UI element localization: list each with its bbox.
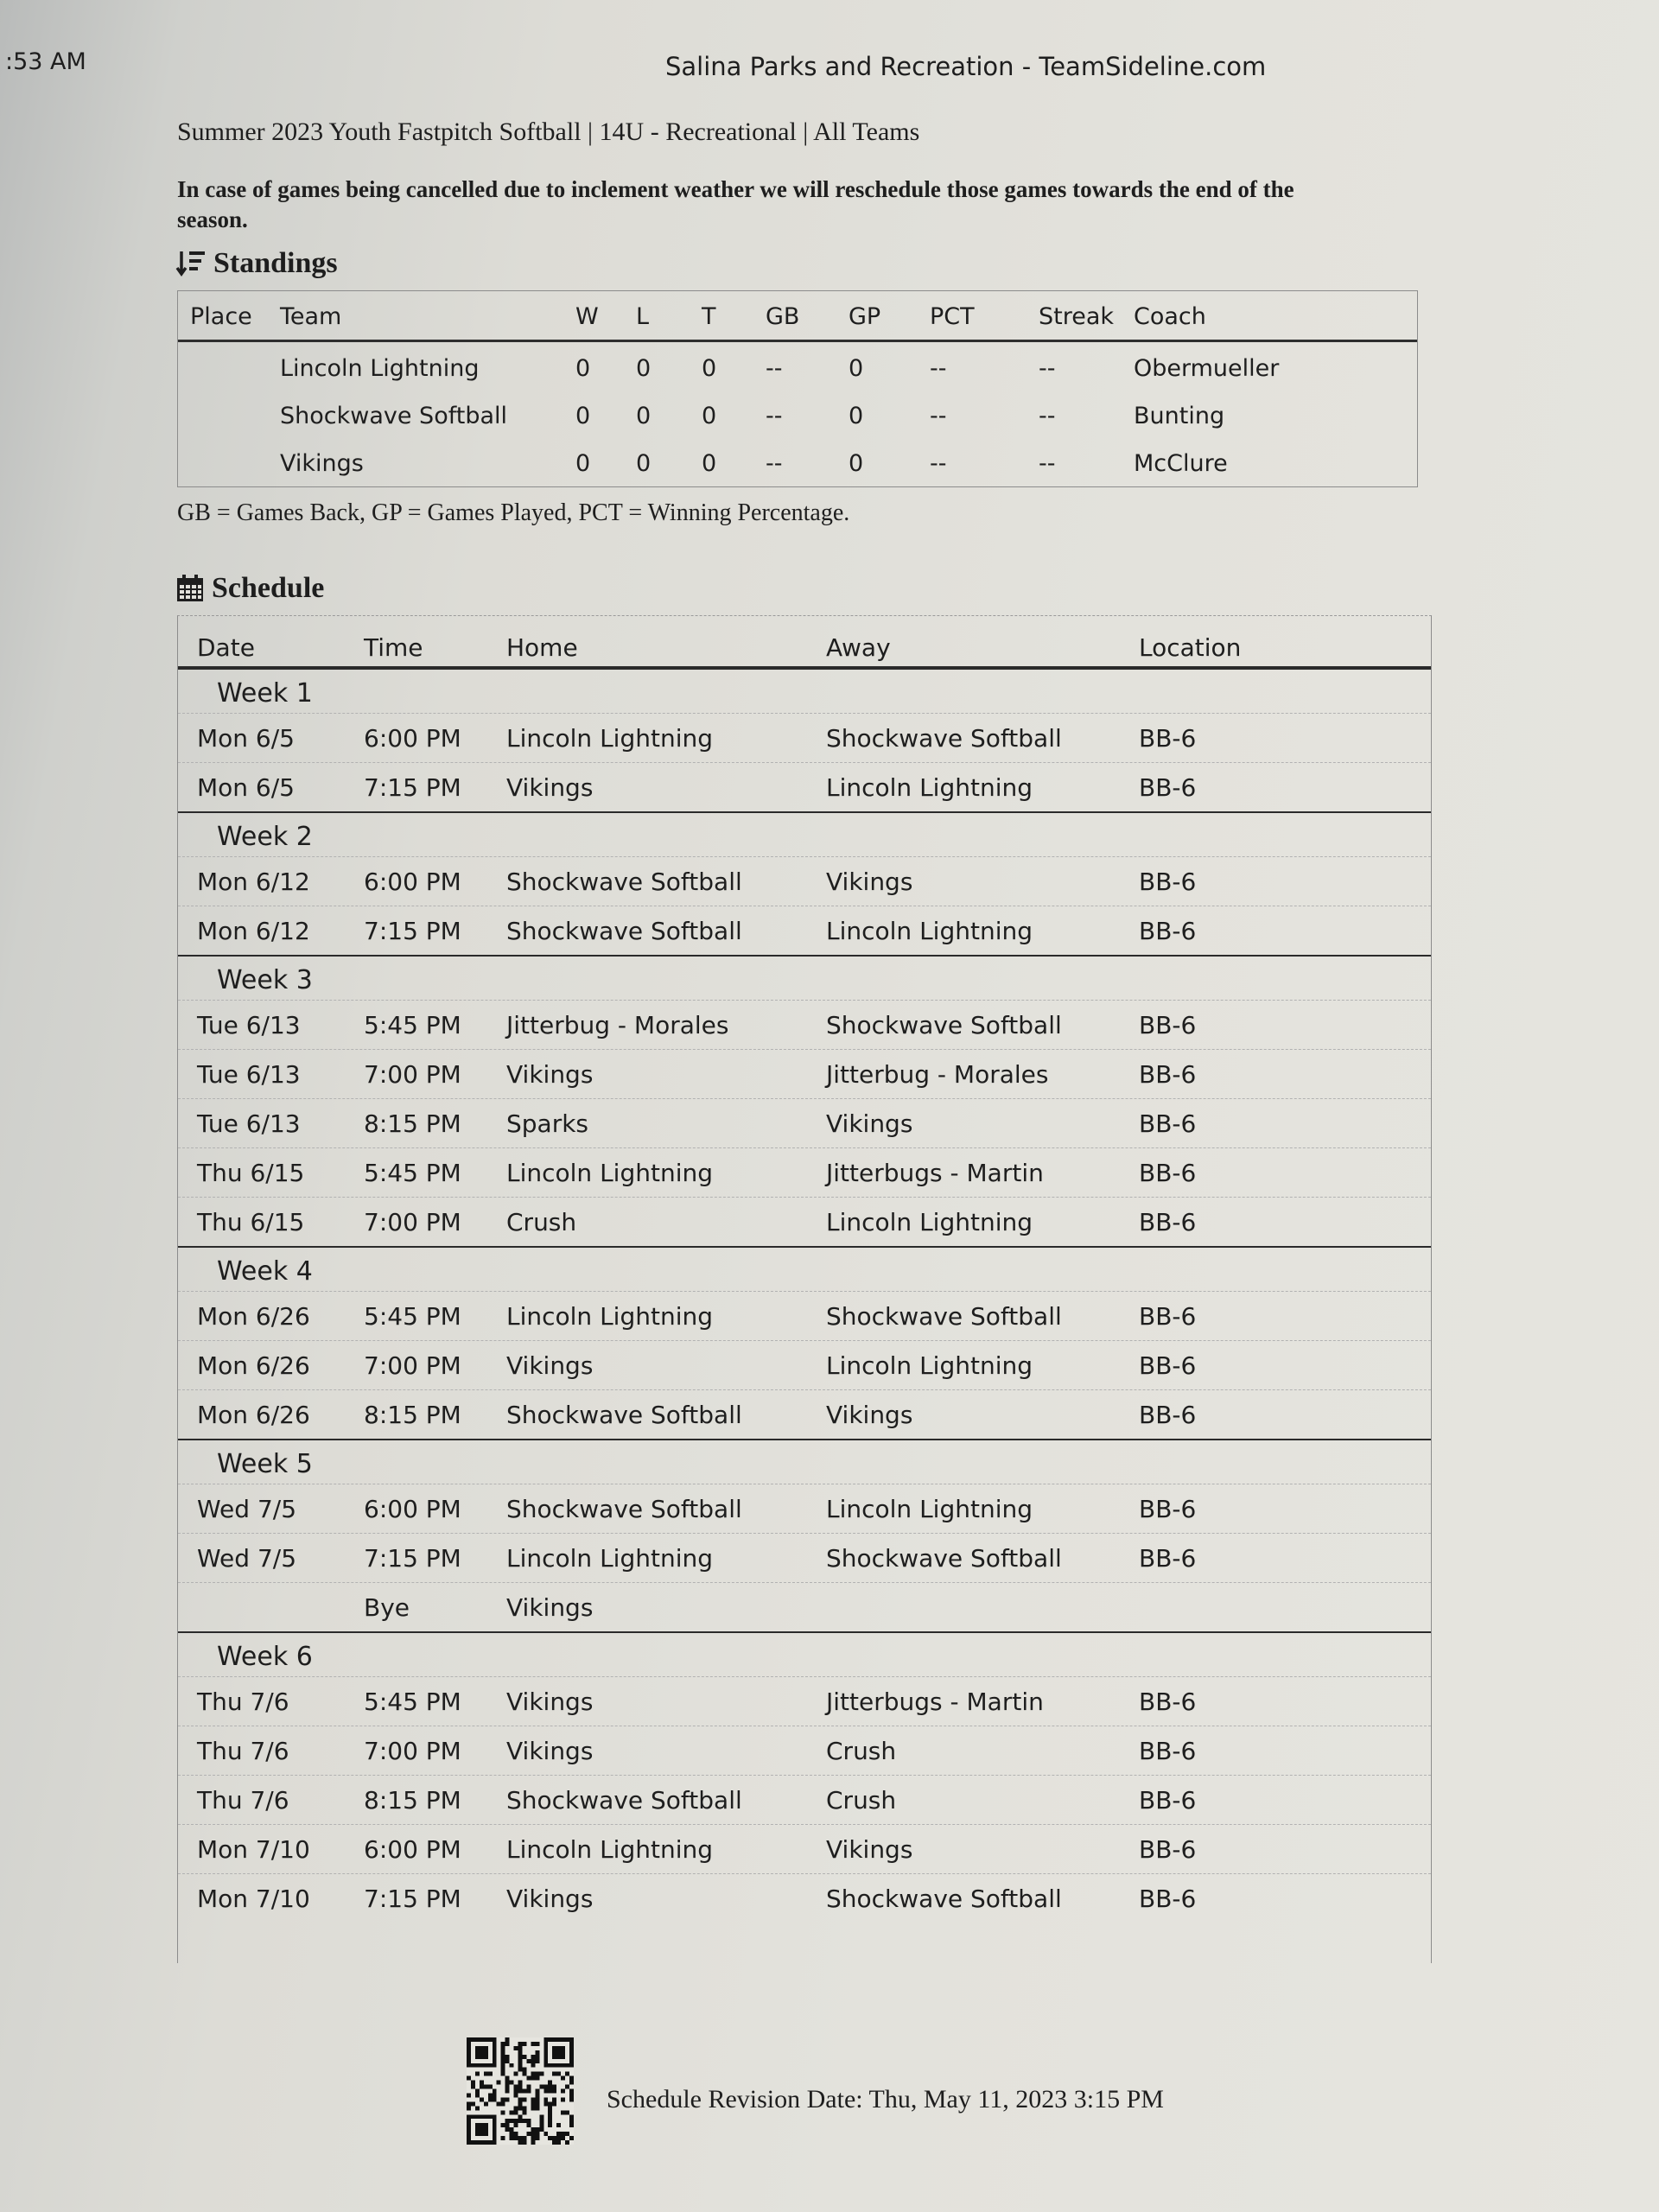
sort-descending-icon <box>175 249 207 278</box>
game-cell: Vikings <box>506 1737 594 1765</box>
week-label: Week 1 <box>217 678 313 709</box>
league-subtitle: Summer 2023 Youth Fastpitch Softball | 14U - Recreational | All Teams <box>177 118 920 146</box>
game-row <box>178 1049 1431 1099</box>
game-cell: Vikings <box>826 1401 913 1429</box>
standings-cell: 0 <box>702 450 717 477</box>
game-cell: BB-6 <box>1139 1011 1197 1039</box>
standings-row <box>178 394 1417 442</box>
game-cell: Shockwave Softball <box>826 1544 1062 1573</box>
game-cell: Vikings <box>826 1109 913 1138</box>
standings-cell: Shockwave Softball <box>280 403 508 429</box>
schedule-heading <box>175 572 324 605</box>
schedule-week <box>178 813 1431 957</box>
standings-cell: 0 <box>575 403 591 429</box>
week-label: Week 5 <box>217 1449 313 1479</box>
game-row <box>178 762 1431 812</box>
game-cell: 7:15 PM <box>364 917 461 945</box>
standings-row <box>178 346 1417 395</box>
game-cell: BB-6 <box>1139 724 1197 753</box>
game-cell: Tue 6/13 <box>197 1011 301 1039</box>
game-cell: Vikings <box>506 1351 594 1380</box>
game-row <box>178 1484 1431 1534</box>
revision-date: Schedule Revision Date: Thu, May 11, 2023 3:15 PM <box>607 2085 1164 2113</box>
game-cell: BB-6 <box>1139 868 1197 896</box>
standings-column-header: GB <box>766 303 800 330</box>
standings-cell: 0 <box>849 355 864 382</box>
game-cell: Vikings <box>506 1060 594 1089</box>
game-cell: Thu 7/6 <box>197 1688 289 1716</box>
game-row <box>178 1676 1431 1726</box>
standings-cell: Lincoln Lightning <box>280 355 480 382</box>
game-row <box>178 1582 1431 1632</box>
standings-cell: 0 <box>575 355 591 382</box>
game-row <box>178 856 1431 906</box>
game-cell: 5:45 PM <box>364 1159 461 1187</box>
week-label: Week 4 <box>217 1256 313 1287</box>
game-cell: Mon 6/5 <box>197 773 295 802</box>
game-cell: Wed 7/5 <box>197 1495 297 1523</box>
game-cell: Lincoln Lightning <box>826 773 1033 802</box>
game-cell: Vikings <box>826 868 913 896</box>
game-cell: BB-6 <box>1139 1737 1197 1765</box>
standings-column-header: GP <box>849 303 881 330</box>
standings-cell: 0 <box>849 450 864 477</box>
game-cell: Vikings <box>506 1885 594 1913</box>
game-cell: BB-6 <box>1139 1835 1197 1864</box>
game-cell: Shockwave Softball <box>506 917 742 945</box>
game-cell: 5:45 PM <box>364 1688 461 1716</box>
schedule-header-row <box>178 616 1431 670</box>
clock-fragment: :53 AM <box>5 48 86 75</box>
standings-cell: 0 <box>636 450 652 477</box>
game-cell: 7:00 PM <box>364 1351 461 1380</box>
schedule-column-header: Date <box>197 633 255 662</box>
game-cell: Lincoln Lightning <box>506 1159 713 1187</box>
game-cell: Crush <box>826 1737 897 1765</box>
schedule-week <box>178 1440 1431 1633</box>
standings-column-header: Place <box>190 303 252 330</box>
schedule-week <box>178 670 1431 813</box>
game-cell: BB-6 <box>1139 1109 1197 1138</box>
game-cell: Mon 6/12 <box>197 917 310 945</box>
game-cell: Shockwave Softball <box>506 1786 742 1815</box>
game-cell: Mon 6/26 <box>197 1351 310 1380</box>
game-cell: Lincoln Lightning <box>506 1544 713 1573</box>
game-cell: BB-6 <box>1139 773 1197 802</box>
game-row <box>178 1873 1431 1923</box>
standings-heading <box>175 247 338 280</box>
schedule-week <box>178 1248 1431 1440</box>
game-cell: 6:00 PM <box>364 724 461 753</box>
game-cell: Vikings <box>826 1835 913 1864</box>
game-cell: Mon 7/10 <box>197 1885 310 1913</box>
game-cell: 7:15 PM <box>364 1885 461 1913</box>
game-row <box>178 1197 1431 1247</box>
standings-cell: -- <box>766 403 783 429</box>
standings-column-header: Coach <box>1134 303 1206 330</box>
game-cell: Shockwave Softball <box>826 1885 1062 1913</box>
game-cell: Shockwave Softball <box>826 724 1062 753</box>
standings-title: Standings <box>213 247 338 279</box>
standings-table <box>177 290 1418 487</box>
game-row <box>178 1775 1431 1825</box>
standings-column-header: PCT <box>930 303 975 330</box>
game-cell: Lincoln Lightning <box>506 1835 713 1864</box>
weather-notice: In case of games being cancelled due to inclement weather we will reschedule those games towards the end of the season. <box>177 176 1294 232</box>
standings-column-header: Streak <box>1039 303 1115 330</box>
game-cell: Shockwave Softball <box>506 1401 742 1429</box>
game-cell: Wed 7/5 <box>197 1544 297 1573</box>
game-cell: BB-6 <box>1139 1060 1197 1089</box>
game-cell: Mon 6/26 <box>197 1302 310 1331</box>
standings-cell: Obermueller <box>1134 355 1280 382</box>
game-cell: BB-6 <box>1139 1544 1197 1573</box>
standings-cell: -- <box>766 355 783 382</box>
game-row <box>178 1533 1431 1583</box>
standings-column-header: T <box>702 303 716 330</box>
game-cell: Crush <box>826 1786 897 1815</box>
game-cell: Jitterbug - Morales <box>506 1011 729 1039</box>
standings-column-header: W <box>575 303 599 330</box>
game-cell: 5:45 PM <box>364 1011 461 1039</box>
week-label: Week 3 <box>217 965 313 995</box>
standings-cell: -- <box>1039 355 1056 382</box>
standings-cell: -- <box>930 450 947 477</box>
standings-cell: -- <box>930 355 947 382</box>
standings-cell: -- <box>1039 403 1056 429</box>
game-cell: Crush <box>506 1208 577 1236</box>
game-cell: BB-6 <box>1139 917 1197 945</box>
standings-cell: 0 <box>849 403 864 429</box>
schedule-column-header: Home <box>506 633 578 662</box>
game-cell: Mon 6/5 <box>197 724 295 753</box>
game-cell: 7:15 PM <box>364 773 461 802</box>
game-cell: Lincoln Lightning <box>826 1495 1033 1523</box>
standings-legend: GB = Games Back, GP = Games Played, PCT = Winning Percentage. <box>177 499 850 526</box>
standings-cell: 0 <box>636 403 652 429</box>
schedule-column-header: Time <box>364 633 423 662</box>
game-row <box>178 1098 1431 1148</box>
game-cell: Shockwave Softball <box>826 1011 1062 1039</box>
site-title: Salina Parks and Recreation - TeamSideline.com <box>665 52 1267 81</box>
week-label: Week 6 <box>217 1642 313 1672</box>
game-cell: 8:15 PM <box>364 1109 461 1138</box>
game-cell: Vikings <box>506 773 594 802</box>
game-cell: BB-6 <box>1139 1302 1197 1331</box>
standings-column-header: L <box>636 303 650 330</box>
standings-cell: Vikings <box>280 450 364 477</box>
standings-cell: McClure <box>1134 450 1228 477</box>
game-cell: Thu 7/6 <box>197 1786 289 1815</box>
game-cell: Mon 7/10 <box>197 1835 310 1864</box>
standings-cell: -- <box>1039 450 1056 477</box>
game-row <box>178 1340 1431 1390</box>
game-row <box>178 1726 1431 1776</box>
game-cell: 8:15 PM <box>364 1401 461 1429</box>
game-row <box>178 1000 1431 1050</box>
game-cell: BB-6 <box>1139 1159 1197 1187</box>
game-cell: Jitterbug - Morales <box>826 1060 1049 1089</box>
schedule-column-header: Away <box>826 633 891 662</box>
week-label: Week 2 <box>217 822 313 852</box>
game-cell: Tue 6/13 <box>197 1060 301 1089</box>
game-cell: Jitterbugs - Martin <box>826 1159 1044 1187</box>
game-cell: BB-6 <box>1139 1351 1197 1380</box>
game-cell: Tue 6/13 <box>197 1109 301 1138</box>
game-cell: 5:45 PM <box>364 1302 461 1331</box>
game-row <box>178 1824 1431 1874</box>
game-cell: BB-6 <box>1139 1786 1197 1815</box>
game-cell: BB-6 <box>1139 1401 1197 1429</box>
page-footer <box>467 2037 1164 2145</box>
standings-row <box>178 442 1417 490</box>
game-cell: 7:00 PM <box>364 1208 461 1236</box>
standings-column-header: Team <box>280 303 342 330</box>
game-cell: Bye <box>364 1593 410 1622</box>
schedule-table <box>177 615 1432 1963</box>
game-cell: Thu 7/6 <box>197 1737 289 1765</box>
standings-cell: 0 <box>636 355 652 382</box>
game-cell: Thu 6/15 <box>197 1208 305 1236</box>
game-cell: 6:00 PM <box>364 1835 461 1864</box>
game-cell: BB-6 <box>1139 1688 1197 1716</box>
game-cell: Thu 6/15 <box>197 1159 305 1187</box>
game-cell: Shockwave Softball <box>506 1495 742 1523</box>
schedule-week <box>178 1633 1431 1923</box>
game-cell: Mon 6/12 <box>197 868 310 896</box>
game-cell: BB-6 <box>1139 1885 1197 1913</box>
standings-header-row <box>178 291 1417 342</box>
standings-cell: -- <box>766 450 783 477</box>
game-cell: 8:15 PM <box>364 1786 461 1815</box>
game-row <box>178 906 1431 956</box>
game-cell: BB-6 <box>1139 1208 1197 1236</box>
standings-cell: 0 <box>575 450 591 477</box>
game-cell: 7:00 PM <box>364 1737 461 1765</box>
game-cell: 7:00 PM <box>364 1060 461 1089</box>
game-row <box>178 713 1431 763</box>
game-cell: 7:15 PM <box>364 1544 461 1573</box>
standings-cell: 0 <box>702 355 717 382</box>
game-row <box>178 1147 1431 1198</box>
schedule-column-header: Location <box>1139 633 1242 662</box>
game-cell: Shockwave Softball <box>826 1302 1062 1331</box>
game-cell: Lincoln Lightning <box>506 1302 713 1331</box>
standings-cell: -- <box>930 403 947 429</box>
calendar-icon <box>175 574 205 603</box>
game-cell: Lincoln Lightning <box>826 917 1033 945</box>
game-cell: BB-6 <box>1139 1495 1197 1523</box>
game-cell: Mon 6/26 <box>197 1401 310 1429</box>
game-cell: Shockwave Softball <box>506 868 742 896</box>
game-cell: 6:00 PM <box>364 1495 461 1523</box>
game-cell: Sparks <box>506 1109 589 1138</box>
game-cell: Vikings <box>506 1688 594 1716</box>
game-cell: Jitterbugs - Martin <box>826 1688 1044 1716</box>
schedule-week <box>178 957 1431 1248</box>
game-row <box>178 1389 1431 1440</box>
schedule-title: Schedule <box>212 572 325 604</box>
game-cell: 6:00 PM <box>364 868 461 896</box>
game-cell: Lincoln Lightning <box>506 724 713 753</box>
game-cell: Vikings <box>506 1593 594 1622</box>
standings-cell: 0 <box>702 403 717 429</box>
game-cell: Lincoln Lightning <box>826 1208 1033 1236</box>
game-cell: Lincoln Lightning <box>826 1351 1033 1380</box>
qr-code-icon <box>467 2037 574 2145</box>
game-row <box>178 1291 1431 1341</box>
standings-cell: Bunting <box>1134 403 1225 429</box>
